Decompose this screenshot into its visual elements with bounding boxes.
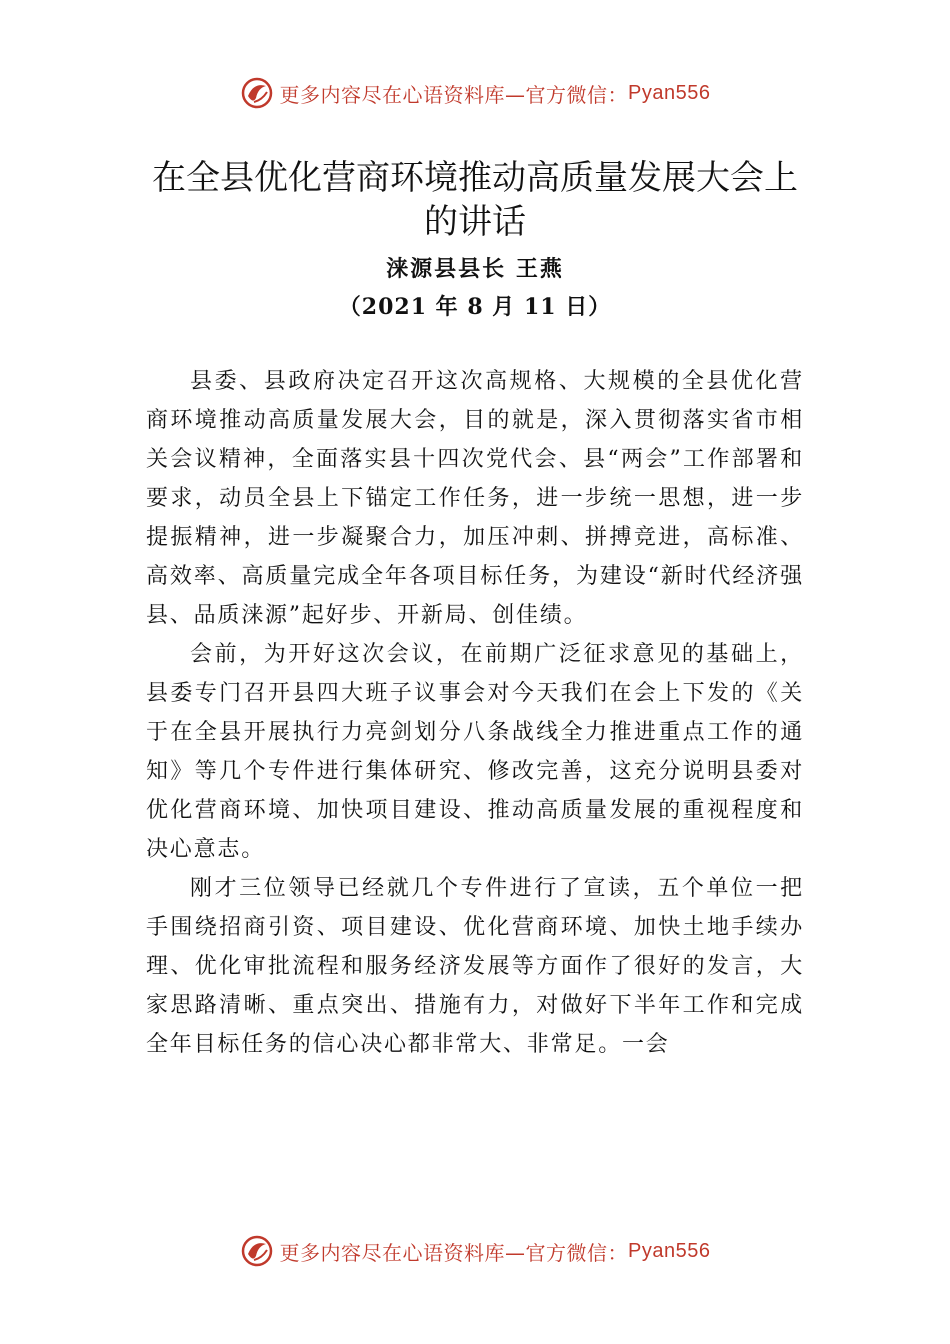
banner-text: 更多内容尽在心语资料库—官方微信： [279,82,629,107]
document-author: 涞源县县长 王燕 [386,256,564,282]
swirl-logo-icon [240,1234,274,1268]
footer-banner [0,1226,950,1276]
paragraph: 县委、县政府决定召开这次高规格、大规模的全县优化营商环境推动高质量发展大会，目的就是，深入贯彻落实省市相关会议精神，全面落实县十四次党代会、县“两会”工作部署和要求，动员全县上下锚定工作任务，进一步统一思想，进一步提振精神，进一步凝聚合力，加压冲刺、拼搏竞进，高标准、高效率、高质量完成全年各项目标任务，为建设“新时代经济强县、品质涞源”起好步、开新局、创佳绩。 [146,369,804,628]
document-body [146,362,804,1064]
document-date: （2021 年 8 月 11 日） [338,294,612,320]
banner-text: 更多内容尽在心语资料库—官方微信： [279,1240,629,1265]
document-title: 在全县优化营商环境推动高质量发展大会上的讲话 [152,158,798,242]
paragraph: 会前，为开好这次会议，在前期广泛征求意见的基础上，县委专门召开县四大班子议事会对今天我们在会上下发的《关于在全县开展执行力亮剑划分八条战线全力推进重点工作的通知》等几个专件进行集体研究、修改完善，这充分说明县委对优化营商环境、加快项目建设、推动高质量发展的重视程度和决心意志。 [146,642,804,862]
banner-wechat-id: Pyan556 [628,81,711,104]
header-banner [0,68,950,118]
banner-wechat-id: Pyan556 [628,1239,711,1262]
swirl-logo-icon [240,76,274,110]
paragraph: 刚才三位领导已经就几个专件进行了宣读，五个单位一把手围绕招商引资、项目建设、优化营商环境、加快土地手续办理、优化审批流程和服务经济发展等方面作了很好的发言，大家思路清晰、重点突出、措施有力，对做好下半年工作和完成全年目标任务的信心决心都非常大、非常足。一会 [146,876,804,1057]
